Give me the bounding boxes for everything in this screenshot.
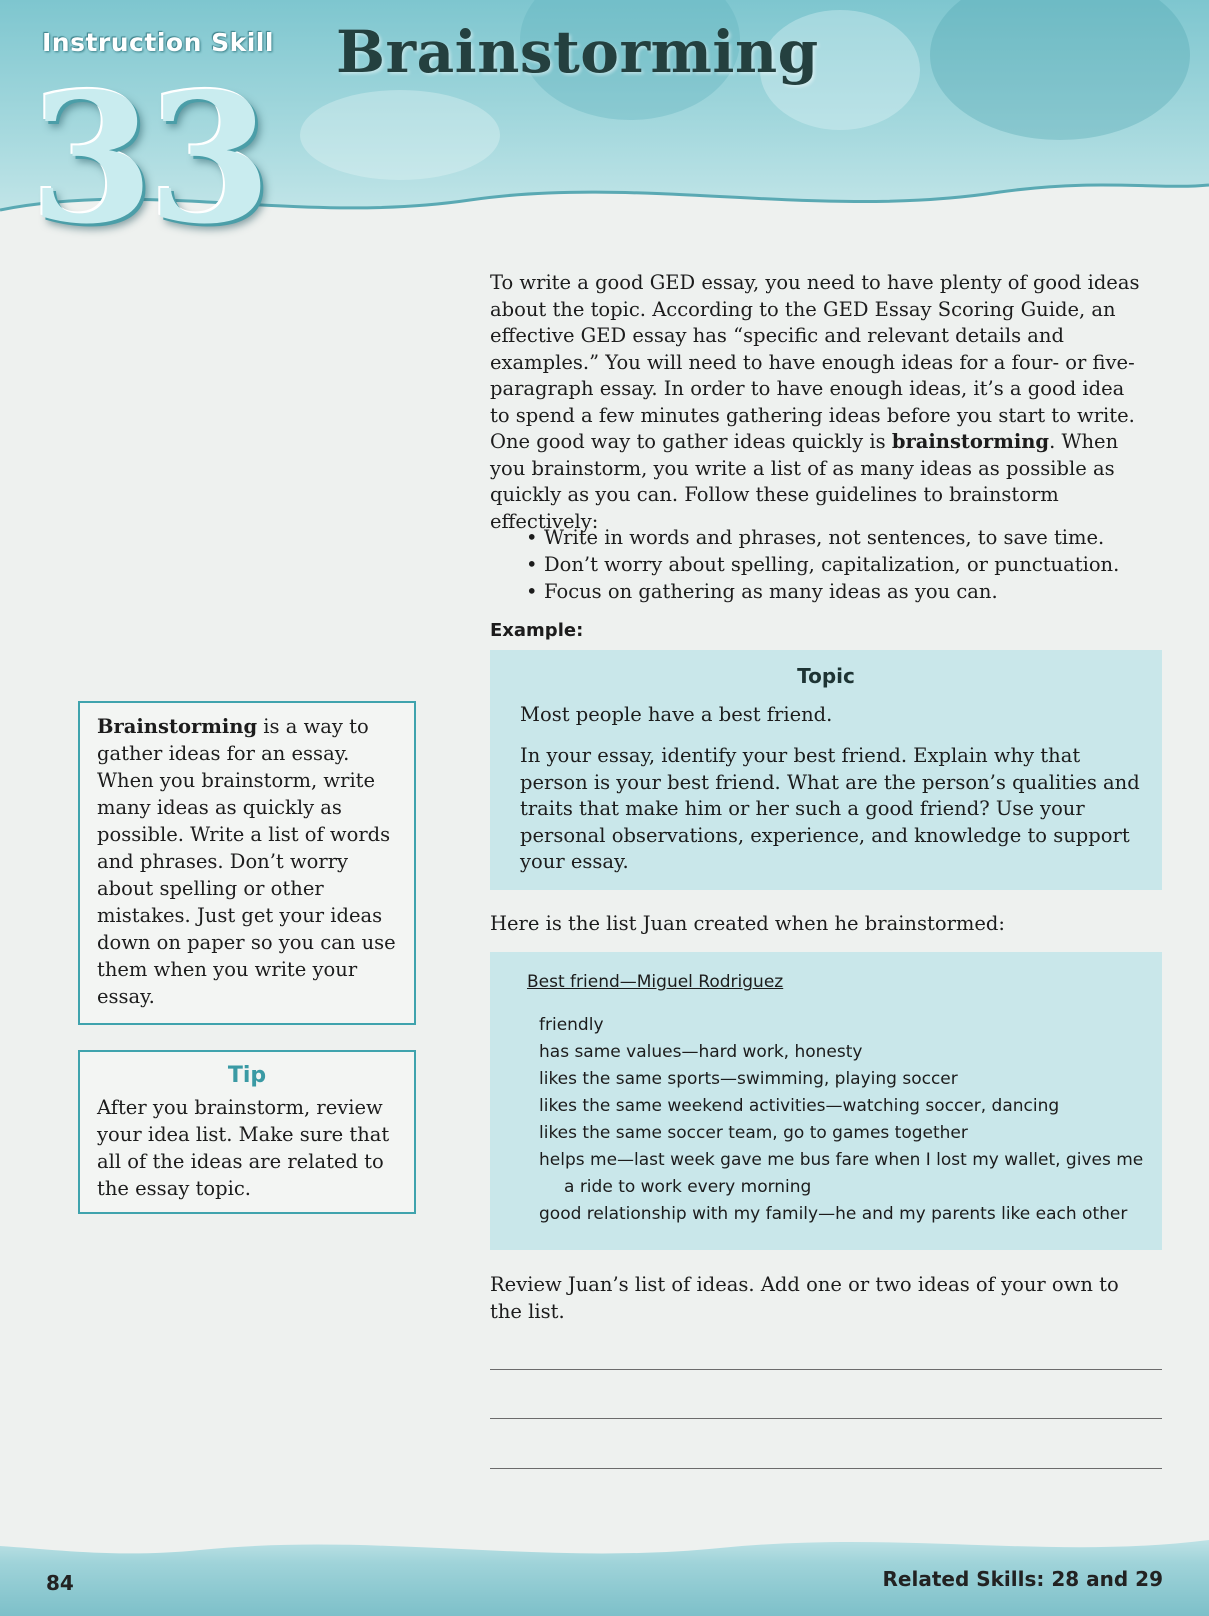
intro-text-start: To write a good GED essay, you need to have plenty of good ideas about the topic. According to the GED Essay Scoring Guide, an effective GED essay has “specific and relevant details and examples.” You will need to have enough ideas for a four- or five-paragraph essay. In order to have enough ideas, it’s a good idea to spend a few minutes gathering ideas before you start to write. One good way to gather ideas quickly is bbox=[490, 271, 1140, 453]
guideline-item: • Write in words and phrases, not sentences, to save time. bbox=[522, 524, 1119, 551]
intro-paragraph bbox=[490, 270, 1145, 535]
list-item: good relationship with my family—he and my parents like each other bbox=[539, 1204, 1128, 1224]
intro-text-end: . When you brainstorm, you write a list of as many ideas as possible as quickly as you can. Follow these guidelines to brainstorm effectively: bbox=[490, 430, 1119, 533]
tip-text: After you brainstorm, review your idea list. Make sure that all of the ideas are related to the essay topic. bbox=[97, 1096, 390, 1200]
brainstorm-list-box bbox=[490, 952, 1162, 1250]
page-number: 84 bbox=[46, 1571, 74, 1595]
skill-number: 33 bbox=[30, 54, 266, 263]
definition-box bbox=[78, 701, 416, 1025]
topic-paragraph: Most people have a best friend. bbox=[520, 703, 833, 726]
instruction-skill-label: Instruction Skill bbox=[42, 28, 274, 57]
guideline-item: • Focus on gathering as many ideas as you can. bbox=[522, 578, 1119, 605]
list-item: likes the same sports—swimming, playing soccer bbox=[539, 1069, 958, 1089]
brainstorm-list bbox=[539, 1012, 1149, 1228]
brainstorm-list-title: Best friend—Miguel Rodriguez bbox=[527, 972, 784, 992]
list-item: helps me—last week gave me bus fare when I lost my wallet, gives me a ride to work every morning bbox=[539, 1150, 1144, 1197]
example-label: Example: bbox=[490, 620, 584, 641]
related-skills: Related Skills: 28 and 29 bbox=[882, 1567, 1163, 1591]
topic-heading: Topic bbox=[797, 664, 855, 688]
guideline-item: • Don’t worry about spelling, capitalization, or punctuation. bbox=[522, 551, 1119, 578]
answer-line[interactable] bbox=[490, 1468, 1162, 1469]
definition-text bbox=[97, 713, 402, 1010]
answer-line[interactable] bbox=[490, 1418, 1162, 1419]
list-item: likes the same soccer team, go to games together bbox=[539, 1123, 968, 1143]
list-item: has same values—hard work, honesty bbox=[539, 1042, 863, 1062]
intro-key-term: brainstorming bbox=[891, 430, 1050, 453]
answer-line[interactable] bbox=[490, 1369, 1162, 1370]
page-title: Brainstorming bbox=[336, 18, 819, 86]
review-instruction: Review Juan’s list of ideas. Add one or two ideas of your own to the list. bbox=[490, 1273, 1119, 1323]
topic-box bbox=[490, 650, 1162, 890]
list-item: likes the same weekend activities—watching soccer, dancing bbox=[539, 1096, 1060, 1116]
list-item: friendly bbox=[539, 1015, 604, 1035]
guidelines-list bbox=[522, 524, 1119, 605]
tip-box bbox=[78, 1050, 416, 1214]
topic-prompt: In your essay, identify your best friend. Explain why that person is your best friend. What are the person’s qualities and traits that make him or her such a good friend? Use your personal observations, experience, and knowledge to support your essay. bbox=[520, 744, 1140, 873]
definition-body: is a way to gather ideas for an essay. When you brainstorm, write many ideas as quickly as possible. Write a list of words and phrases. Don’t worry about spelling or other mistakes. Just get your ideas down on paper so you can use them when you write your essay. bbox=[97, 715, 396, 1008]
list-intro: Here is the list Juan created when he brainstormed: bbox=[490, 912, 1005, 935]
tip-title: Tip bbox=[227, 1063, 267, 1088]
definition-term: Brainstorming bbox=[97, 715, 258, 738]
